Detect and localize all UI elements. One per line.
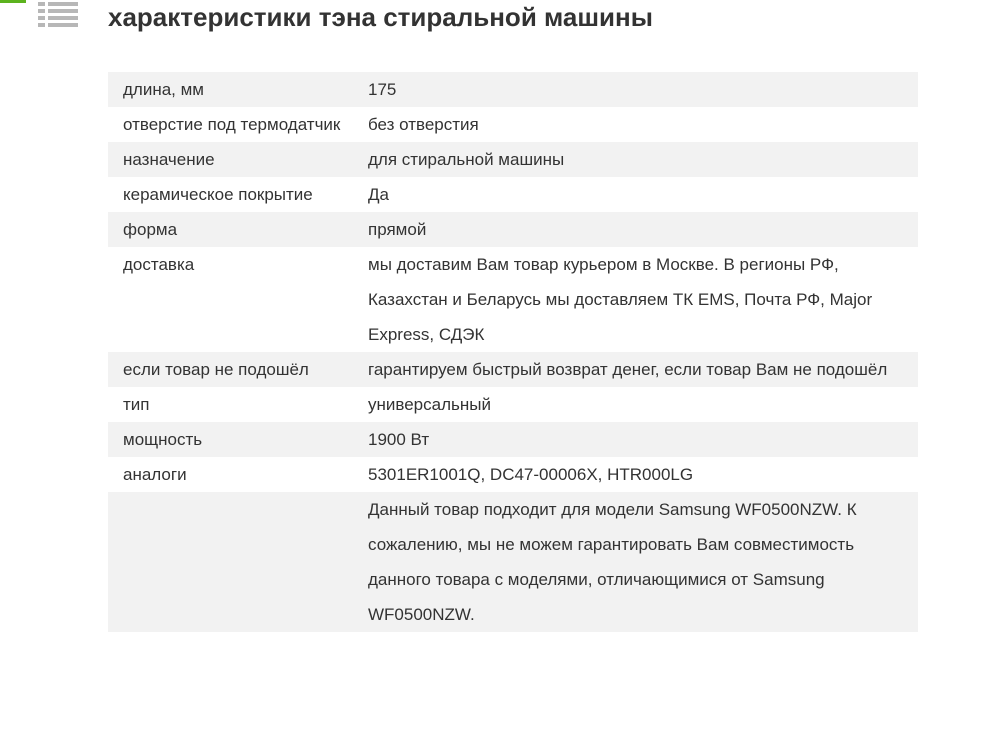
spec-label: мощность bbox=[108, 422, 358, 457]
spec-value: 175 bbox=[358, 72, 918, 107]
table-row bbox=[108, 387, 918, 422]
table-row bbox=[108, 352, 918, 387]
spec-label: тип bbox=[123, 395, 150, 414]
spec-value: Данный товар подходит для модели Samsung WF0500NZW. К сожалению, мы не можем гарантировать Вам совместимость данного товара с моделями, отличающимися от Samsung WF0500NZW. bbox=[358, 492, 918, 632]
spec-value: Да bbox=[368, 185, 389, 204]
spec-label: назначение bbox=[108, 142, 358, 177]
spec-label: отверстие под термодатчик bbox=[123, 115, 341, 134]
spec-value: прямой bbox=[358, 212, 918, 247]
table-row bbox=[108, 492, 918, 632]
spec-value: без отверстия bbox=[368, 115, 479, 134]
spec-value: 5301ER1001Q, DC47-00006X, HTR000LG bbox=[368, 465, 694, 484]
spec-label: доставка bbox=[123, 255, 195, 274]
page-title: характеристики тэна стиральной машины bbox=[108, 2, 653, 32]
specs-table bbox=[108, 72, 918, 632]
table-row bbox=[108, 247, 918, 352]
spec-label: длина, мм bbox=[108, 72, 358, 107]
table-row bbox=[108, 457, 918, 492]
table-row bbox=[108, 212, 918, 247]
spec-label: аналоги bbox=[123, 465, 187, 484]
spec-value: мы доставим Вам товар курьером в Москве. В регионы РФ, Казахстан и Беларусь мы доставляем ТК EMS, Почта РФ, Major Express, СДЭК bbox=[368, 255, 873, 344]
spec-value: универсальный bbox=[368, 395, 491, 414]
spec-value: гарантируем быстрый возврат денег, если товар Вам не подошёл bbox=[358, 352, 918, 387]
spec-value: для стиральной машины bbox=[358, 142, 918, 177]
table-row bbox=[108, 422, 918, 457]
table-row bbox=[108, 142, 918, 177]
spec-value: 1900 Вт bbox=[358, 422, 918, 457]
spec-label: если товар не подошёл bbox=[108, 352, 358, 387]
table-row bbox=[108, 177, 918, 212]
spec-label: керамическое покрытие bbox=[123, 185, 313, 204]
table-row bbox=[108, 72, 918, 107]
list-icon bbox=[38, 2, 78, 28]
spec-label bbox=[108, 492, 358, 632]
spec-label: форма bbox=[108, 212, 358, 247]
table-row bbox=[108, 107, 918, 142]
accent-bar bbox=[0, 0, 26, 3]
